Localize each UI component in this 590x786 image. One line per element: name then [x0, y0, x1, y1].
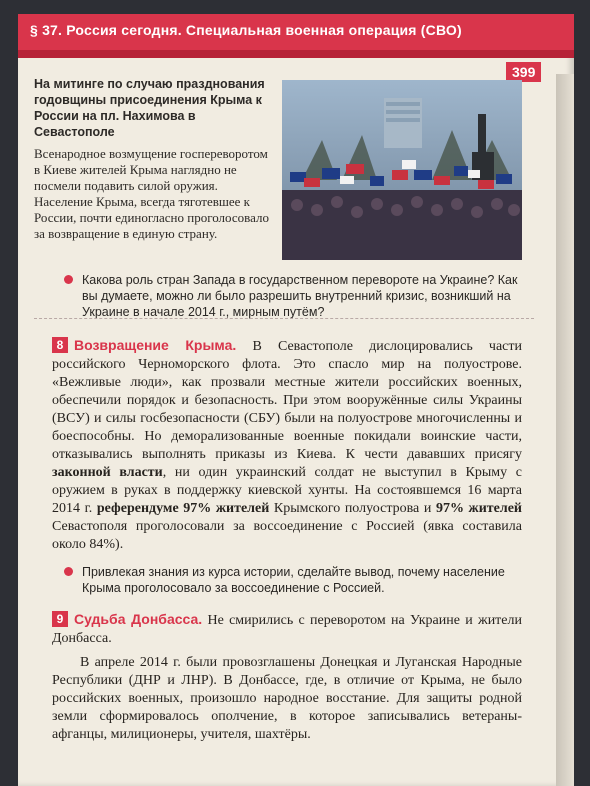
section-8-text-4: Севастополя проголосовали за воссоединение с Россией (явка составила около 84%). [52, 519, 522, 552]
header-strip [18, 50, 574, 58]
caption-title: На митинге по случаю празднования годовщины присоединения Крыма к России на пл. Нахимова в Севастополе [34, 77, 265, 139]
question-bullet-icon [64, 567, 73, 576]
section-number-badge: 8 [52, 337, 68, 353]
section-8-bold-3: 97% жителей [435, 501, 522, 516]
section-8-bold-1: законной власти [52, 465, 163, 480]
section-8-text-3: Крымского полуострова и [269, 501, 436, 516]
page-number: 399 [506, 62, 541, 82]
rally-photo [282, 80, 522, 260]
photo-caption [34, 76, 274, 242]
section-title: § 37. Россия сегодня. Специальная военная операция (СВО) [30, 22, 462, 38]
rally-photo-illustration [282, 80, 522, 260]
divider [34, 318, 534, 319]
page-edge [556, 74, 574, 786]
section-8-heading: Возвращение Крыма. [74, 337, 237, 353]
section-8-text-2: , ни один украинский солдат не выступил в Крыму с оружием в руках в поддержку киевской хунты. На состоявшемся 16 марта 2014 г. [52, 465, 522, 516]
section-9-text-1: Не смирились с переворотом на Украине и жители Донбасса. [52, 613, 522, 646]
section-9-paragraph-2: В апреле 2014 г. были провозглашены Донецкая и Луганская Народные Республики (ДНР и ЛНР). В Донбассе, где, в отличие от Крыма, не было российских военных, произошло народное восстание. Для защиты родной земли сформировалось ополчение, в которое записывались ветераны-афганцы, милиционеры, учителя, шахтёры. [52, 655, 522, 742]
question-1-text: Какова роль стран Запада в государственном перевороте на Украине? Как вы думаете, можно ли было разрешить внутренний кризис, возникший на Украине в начале 2014 г., мирным путём? [82, 273, 518, 319]
section-8-text-1: В Севастополе дислоцировались части российского Черноморского флота. Это спасло мир на полуострове. «Вежливые люди», как прозвали местные жители российских военных, обеспечили порядок и безопасность. При этом вооружённые силы Украины (ВСУ) и силы госбезопасности (СБУ) были на полуострове многочисленны и боеспособны. Но деморализованные военные покидали воинские части, отказывались выполнять приказы из Киева. К чести дававших присягу [52, 339, 522, 462]
question-2 [82, 564, 522, 596]
question-2-text: Привлекая знания из курса истории, сделайте вывод, почему население Крыма проголосовало за воссоединение с Россией. [82, 565, 505, 595]
section-8-bold-2: референдуме 97% жителей [96, 501, 270, 516]
caption-body: Всенародное возмущение госпереворотом в Киеве жителей Крыма наглядно не посмели подавить силой оружия. Население Крыма, всегда тяготевшее к России, почти единогласно проголосовало за возвращение в единую страну. [34, 146, 269, 241]
section-9-heading: Судьба Донбасса. [74, 611, 203, 627]
question-bullet-icon [64, 275, 73, 284]
question-1 [82, 272, 522, 320]
section-number-badge: 9 [52, 611, 68, 627]
section-8-paragraph [52, 336, 522, 554]
section-9-paragraph [52, 610, 522, 648]
